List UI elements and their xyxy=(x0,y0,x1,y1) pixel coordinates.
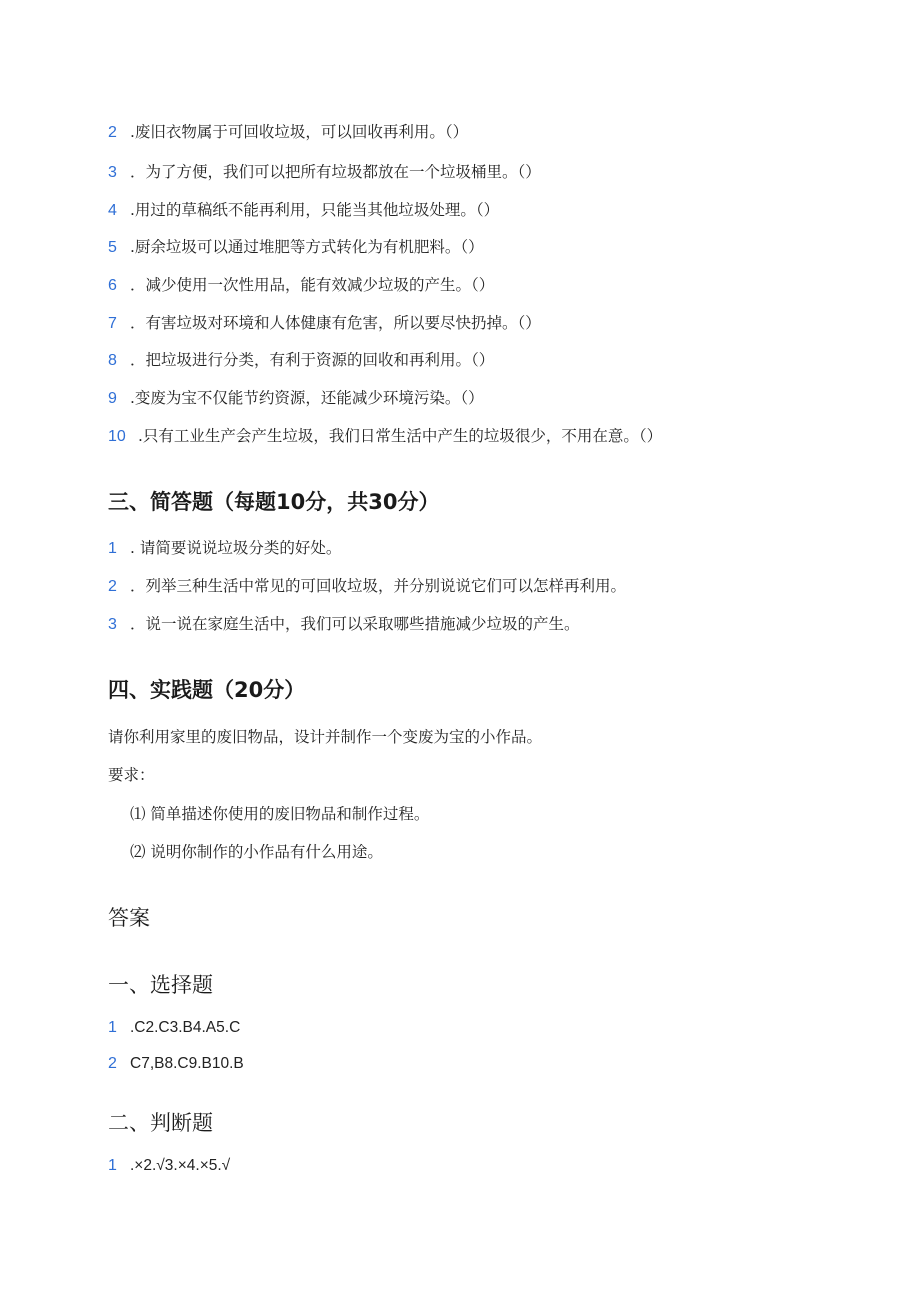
answer-line-number: 1 xyxy=(108,1157,117,1174)
answers-section-judge: 二、判断题 xyxy=(108,1111,213,1135)
judge-question-3 xyxy=(108,162,541,183)
requirements-label: 要求： xyxy=(108,766,155,784)
question-text: ．有害垃圾对环境和人体健康有危害，所以要尽快扔掉。（） xyxy=(130,314,541,332)
question-number: 1 xyxy=(108,540,117,557)
answers-section-choice: 一、选择题 xyxy=(108,973,213,997)
answer-text: C7,B8.C9.B10.B xyxy=(130,1055,244,1072)
judge-question-10 xyxy=(108,426,662,447)
question-text: .变废为宝不仅能节约资源，还能减少环境污染。（） xyxy=(130,389,484,407)
answer-text: .C2.C3.B4.A5.C xyxy=(130,1019,241,1036)
question-number: 8 xyxy=(108,352,117,369)
answer-line-number: 1 xyxy=(108,1019,117,1036)
question-text: .只有工业生产会产生垃圾，我们日常生活中产生的垃圾很少，不用在意。（） xyxy=(138,427,663,445)
question-text: ．说一说在家庭生活中，我们可以采取哪些措施减少垃圾的产生。 xyxy=(130,615,580,633)
judge-question-9 xyxy=(108,388,484,409)
question-number: 4 xyxy=(108,202,117,219)
answers-title: 答案 xyxy=(108,906,150,930)
section-title-short-answer: 三、简答题（每题10分，共30分） xyxy=(108,490,440,514)
question-text: .用过的草稿纸不能再利用，只能当其他垃圾处理。（） xyxy=(130,201,500,219)
practice-intro: 请你利用家里的废旧物品，设计并制作一个变废为宝的小作品。 xyxy=(108,728,543,746)
question-number: 10 xyxy=(108,428,126,445)
section-title-practice: 四、实践题（20分） xyxy=(108,678,306,702)
judge-question-4 xyxy=(108,200,499,221)
requirement-2: ⑵ 说明你制作的小作品有什么用途。 xyxy=(130,843,383,861)
judge-answers-line-1 xyxy=(108,1155,230,1176)
short-answer-question-3 xyxy=(108,614,580,635)
question-text: ．把垃圾进行分类，有利于资源的回收和再利用。（） xyxy=(130,351,495,369)
question-number: 9 xyxy=(108,390,117,407)
question-text: .废旧衣物属于可回收垃圾，可以回收再利用。（） xyxy=(130,123,469,141)
choice-answers-line-2 xyxy=(108,1053,244,1074)
requirement-1: ⑴ 简单描述你使用的废旧物品和制作过程。 xyxy=(130,805,430,823)
judge-question-2 xyxy=(108,122,468,143)
question-text: . 请简要说说垃圾分类的好处。 xyxy=(130,539,342,557)
short-answer-question-1 xyxy=(108,538,341,559)
answer-line-number: 2 xyxy=(108,1055,117,1072)
question-number: 2 xyxy=(108,578,117,595)
question-number: 5 xyxy=(108,239,117,256)
question-number: 7 xyxy=(108,315,117,332)
judge-question-7 xyxy=(108,313,541,334)
question-text: .厨余垃圾可以通过堆肥等方式转化为有机肥料。（） xyxy=(130,238,484,256)
judge-question-8 xyxy=(108,350,494,371)
judge-question-5 xyxy=(108,237,484,258)
answer-text: .×2.√3.×4.×5.√ xyxy=(130,1157,231,1174)
short-answer-question-2 xyxy=(108,576,626,597)
choice-answers-line-1 xyxy=(108,1017,240,1038)
question-number: 3 xyxy=(108,164,117,181)
question-number: 2 xyxy=(108,124,117,141)
question-text: ．减少使用一次性用品，能有效减少垃圾的产生。（） xyxy=(130,276,495,294)
question-number: 6 xyxy=(108,277,117,294)
question-number: 3 xyxy=(108,616,117,633)
question-text: ．为了方便，我们可以把所有垃圾都放在一个垃圾桶里。（） xyxy=(130,163,541,181)
question-text: ．列举三种生活中常见的可回收垃圾，并分别说说它们可以怎样再利用。 xyxy=(130,577,627,595)
judge-question-6 xyxy=(108,275,494,296)
